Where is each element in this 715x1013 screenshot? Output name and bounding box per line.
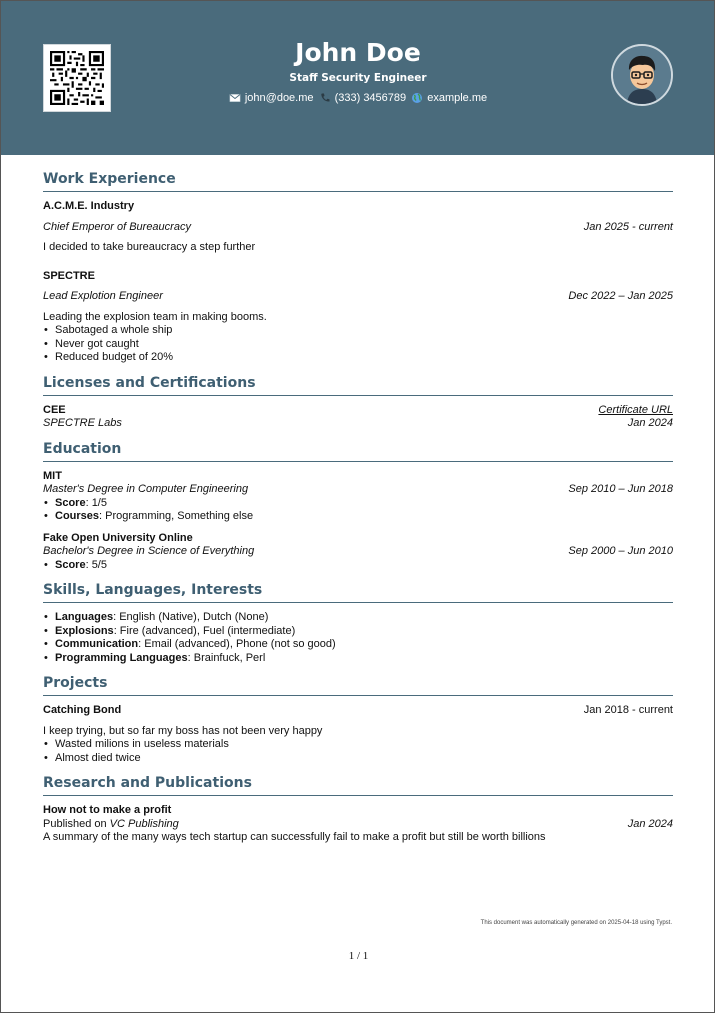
- publication-title: How not to make a profit: [43, 804, 172, 816]
- section-title-projects: Projects: [43, 673, 673, 696]
- publication-row: [43, 818, 673, 832]
- phone-text: (333) 3456789: [334, 92, 407, 104]
- education-school: MIT: [43, 469, 62, 482]
- qr-code-icon: [50, 51, 104, 105]
- section-title-research: Research and Publications: [43, 773, 673, 796]
- publication-venue: [43, 818, 179, 832]
- education-dates: Sep 2000 – Jun 2010: [568, 545, 673, 557]
- education-entry: [43, 532, 673, 573]
- work-title: Chief Emperor of Bureaucracy: [43, 220, 191, 233]
- published-prefix: Published on: [43, 817, 110, 830]
- project-dates: Jan 2018 - current: [583, 704, 673, 716]
- skill-value: : English (Native), Dutch (None): [113, 611, 269, 623]
- skill-label: Programming Languages: [55, 651, 188, 664]
- license-name: CEE: [43, 403, 66, 416]
- score-value: : 1/5: [85, 496, 107, 509]
- person-name: John Doe: [295, 38, 421, 67]
- project-summary: I keep trying, but so far my boss has not been very happy: [43, 724, 323, 737]
- avatar-icon: [613, 46, 671, 104]
- work-company: A.C.M.E. Industry: [43, 200, 135, 212]
- skills-list: [43, 611, 673, 665]
- list-item: [43, 497, 673, 511]
- qr-code: [43, 44, 111, 112]
- license-date: Jan 2024: [627, 417, 673, 429]
- section-title-licenses: Licenses and Certifications: [43, 373, 673, 396]
- generation-note: This document was automatically generated on 2025-04-18 using Typst.: [480, 920, 672, 926]
- list-item: [43, 510, 673, 524]
- list-item: [43, 611, 673, 625]
- education-degree-row: [43, 483, 673, 497]
- person-role: Staff Security Engineer: [289, 72, 427, 84]
- project-name: Catching Bond: [43, 704, 122, 716]
- section-title-work: Work Experience: [43, 169, 673, 192]
- project-row: [43, 704, 673, 718]
- website-text: example.me: [427, 92, 488, 104]
- score-label: Score: [55, 496, 86, 509]
- education-details: [43, 559, 673, 573]
- header-identity: [158, 37, 558, 109]
- skill-value: : Email (advanced), Phone (not so good): [138, 638, 336, 650]
- section-title-education: Education: [43, 439, 673, 462]
- avatar: [611, 44, 673, 106]
- education-details: [43, 497, 673, 524]
- education-degree: Master's Degree in Computer Engineering: [43, 483, 249, 495]
- publication-date: Jan 2024: [627, 817, 673, 830]
- envelope-icon: [229, 92, 241, 104]
- work-summary: I decided to take bureaucracy a step further: [43, 241, 256, 253]
- project-entry: [43, 704, 673, 765]
- work-summary: Leading the explosion team in making booms.: [43, 310, 267, 323]
- courses-label: Courses: [55, 510, 100, 522]
- email-text: john@doe.me: [244, 92, 314, 104]
- education-degree: Bachelor's Degree in Science of Everything: [43, 545, 255, 557]
- work-entry: [43, 200, 673, 255]
- contact-email[interactable]: [229, 90, 314, 106]
- courses-value: : Programming, Something else: [99, 510, 254, 522]
- skill-label: Languages: [55, 611, 114, 623]
- resume-header: [1, 1, 715, 155]
- education-school: Fake Open University Online: [43, 531, 193, 544]
- list-item: [43, 625, 673, 639]
- license-issuer-row: [43, 417, 673, 431]
- score-label: Score: [55, 558, 86, 571]
- work-title-row: [43, 221, 673, 235]
- license-row: [43, 404, 673, 418]
- work-dates: Jan 2025 - current: [583, 220, 673, 233]
- education-entry: [43, 470, 673, 524]
- publication-summary: A summary of the many ways tech startup can successfully fail to make a profit but still be worth billions: [43, 831, 546, 843]
- skill-value: : Fire (advanced), Fuel (intermediate): [113, 624, 296, 637]
- section-title-skills: Skills, Languages, Interests: [43, 580, 673, 603]
- work-title-row: [43, 290, 673, 304]
- skill-value: : Brainfuck, Perl: [187, 651, 266, 664]
- education-dates: Sep 2010 – Jun 2018: [568, 483, 673, 495]
- publisher: VC Publishing: [109, 817, 179, 830]
- phone-icon: [319, 92, 331, 104]
- globe-icon: [411, 92, 423, 104]
- work-company: SPECTRE: [43, 269, 95, 282]
- resume-body: [43, 169, 673, 853]
- list-item: [43, 638, 673, 652]
- work-entry: [43, 270, 673, 365]
- contact-line: [158, 90, 558, 109]
- license-entry: [43, 404, 673, 431]
- list-item: • Never got caught: [43, 338, 673, 352]
- license-issuer: SPECTRE Labs: [43, 417, 122, 429]
- score-value: : 5/5: [85, 558, 107, 571]
- contact-phone[interactable]: [319, 90, 407, 106]
- work-bullets: [43, 324, 673, 365]
- list-item: • Reduced budget of 20%: [43, 351, 673, 365]
- list-item: • Sabotaged a whole ship: [43, 324, 673, 338]
- skill-label: Communication: [55, 638, 139, 650]
- list-item: • Wasted milions in useless materials: [43, 738, 673, 752]
- education-degree-row: [43, 545, 673, 559]
- contact-website[interactable]: [411, 90, 487, 106]
- work-dates: Dec 2022 – Jan 2025: [568, 290, 673, 302]
- publication-entry: [43, 804, 673, 845]
- list-item: [43, 652, 673, 666]
- project-bullets: [43, 738, 673, 765]
- work-title: Lead Explotion Engineer: [43, 290, 163, 302]
- list-item: [43, 559, 673, 573]
- skill-label: Explosions: [55, 624, 114, 637]
- page-number: 1 / 1: [348, 950, 369, 962]
- certificate-link[interactable]: Certificate URL: [598, 403, 673, 416]
- list-item: • Almost died twice: [43, 752, 673, 766]
